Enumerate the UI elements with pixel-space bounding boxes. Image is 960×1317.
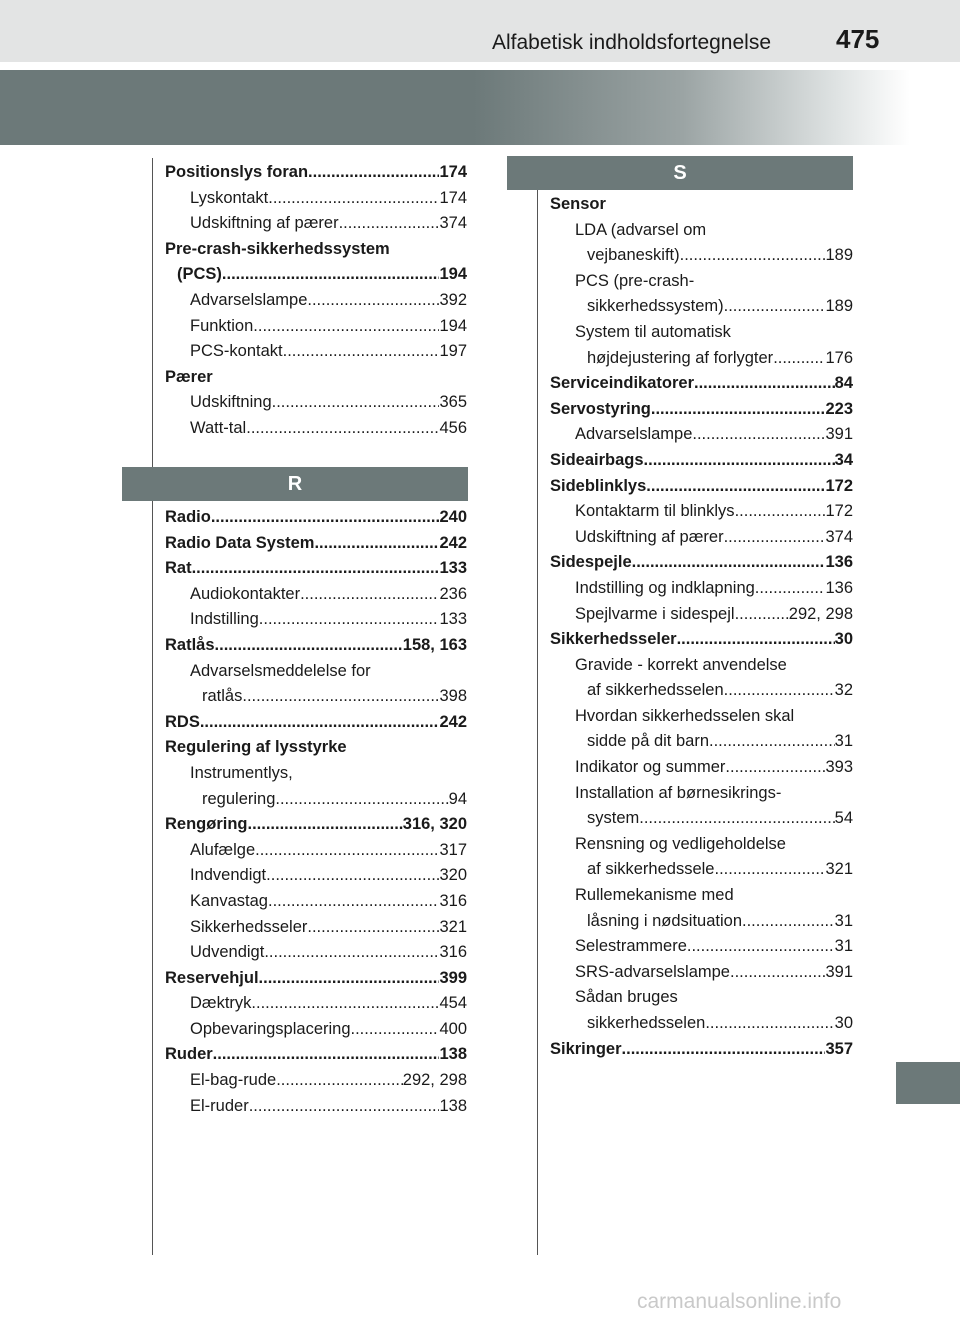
entry-text: Sensor <box>550 195 606 213</box>
entry-text: Udvendigt <box>190 943 265 962</box>
dot-leader <box>639 806 834 832</box>
entry-text: RDS <box>165 712 200 731</box>
entry-page-number: 84 <box>834 374 853 393</box>
dot-leader <box>644 448 835 474</box>
index-list-s <box>550 192 853 1062</box>
entry-page-number: 133 <box>439 559 467 578</box>
entry-page-number: 223 <box>825 399 853 418</box>
entry-text: El-ruder <box>190 1096 249 1115</box>
entry-page-number: 194 <box>439 316 467 335</box>
entry-text: Indikator og summer <box>575 758 726 777</box>
entry-text: af sikkerhedssele <box>587 860 715 879</box>
entry-page-number: 240 <box>439 508 467 526</box>
dot-leader <box>259 966 440 992</box>
index-entry <box>165 237 467 263</box>
index-entry <box>550 525 853 551</box>
index-entry <box>165 812 467 838</box>
dot-leader <box>213 1042 440 1068</box>
watermark: carmanualsonline.info <box>637 1290 842 1313</box>
entry-page-number: 136 <box>825 553 853 572</box>
entry-page-number: 176 <box>825 348 853 367</box>
index-entry <box>550 832 853 858</box>
index-entry <box>165 505 467 531</box>
dot-leader <box>735 602 789 628</box>
entry-text: ratlås <box>202 687 243 706</box>
dot-leader <box>308 160 439 186</box>
dot-leader <box>730 960 825 986</box>
dot-leader <box>646 474 825 500</box>
index-entry <box>165 1094 467 1120</box>
entry-page-number: 374 <box>439 214 467 233</box>
entry-text: Ratlås <box>165 635 215 654</box>
index-entry <box>550 985 853 1011</box>
dot-leader <box>222 262 440 288</box>
index-entry <box>165 787 467 813</box>
dot-leader <box>259 607 440 633</box>
entry-page-number: 392 <box>439 290 467 309</box>
entry-text: Rat <box>165 559 192 578</box>
entry-page-number: 174 <box>439 163 467 181</box>
entry-page-number: 30 <box>834 1014 853 1032</box>
entry-text: Udskiftning af pærer <box>575 527 724 546</box>
entry-text: Advarselslampe <box>575 425 693 444</box>
index-entry <box>165 582 467 608</box>
entry-text: Udskiftning af pærer <box>190 214 339 233</box>
dot-leader <box>272 390 440 416</box>
entry-text: Sådan bruges <box>575 988 678 1007</box>
index-entry <box>550 960 853 986</box>
right-section-s <box>507 156 853 190</box>
index-entry <box>550 474 853 500</box>
index-entry <box>165 390 467 416</box>
column-divider-right <box>537 190 538 1255</box>
entry-text: Spejlvarme i sidespejl <box>575 604 735 623</box>
index-entry <box>550 653 853 679</box>
index-entry <box>550 294 853 320</box>
index-entry <box>550 729 853 755</box>
entry-text: Sikkerhedsseler <box>550 630 677 649</box>
entry-page-number: 365 <box>439 393 467 412</box>
entry-page-number: 393 <box>825 758 853 777</box>
entry-page-number: 292, 298 <box>402 1071 467 1090</box>
dot-leader <box>249 1094 440 1120</box>
entry-page-number: 172 <box>825 502 853 521</box>
index-entry <box>165 915 467 941</box>
entry-text: vejbaneskift) <box>587 246 680 265</box>
entry-page-number: 94 <box>448 789 467 808</box>
entry-text: Udskiftning <box>190 393 272 412</box>
entry-text: Reservehjul <box>165 968 259 987</box>
dot-leader <box>773 346 825 372</box>
entry-text: Rensning og vedligeholdelse <box>575 834 786 853</box>
entry-page-number: 391 <box>825 425 853 444</box>
dot-leader <box>248 812 403 838</box>
page-title: Alfabetisk indholdsfortegnelse <box>492 31 772 54</box>
decorative-banner <box>0 70 910 145</box>
index-entry <box>165 735 467 761</box>
index-entry <box>165 863 467 889</box>
entry-text: regulering <box>202 789 276 808</box>
entry-page-number: 138 <box>439 1096 467 1115</box>
entry-text: Funktion <box>190 316 254 335</box>
chapter-tab <box>896 1062 960 1104</box>
dot-leader <box>268 186 439 212</box>
entry-text: Audiokontakter <box>190 584 301 603</box>
index-entry <box>550 192 853 218</box>
index-entry <box>165 1017 467 1043</box>
index-entry <box>550 857 853 883</box>
index-entry <box>550 934 853 960</box>
index-entry <box>550 602 853 628</box>
entry-text: af sikkerhedsselen <box>587 681 724 700</box>
dot-leader <box>724 525 826 551</box>
index-entry <box>550 755 853 781</box>
index-entry <box>165 966 467 992</box>
index-entry <box>550 781 853 807</box>
entry-page-number: 242 <box>439 712 467 731</box>
dot-leader <box>742 909 835 935</box>
entry-text: Advarselsmeddelelse for <box>190 661 371 680</box>
entry-text: Indstilling <box>190 610 259 629</box>
dot-leader <box>300 582 439 608</box>
dot-leader <box>307 915 439 941</box>
entry-text: Selestrammere <box>575 937 687 956</box>
entry-text: Instrumentlys, <box>190 763 293 782</box>
dot-leader <box>215 633 403 659</box>
index-entry <box>550 371 853 397</box>
left-section-r <box>122 467 468 501</box>
column-divider-left <box>152 158 153 1255</box>
index-entry <box>165 531 467 557</box>
index-entry <box>550 269 853 295</box>
dot-leader <box>314 531 439 557</box>
entry-page-number: 174 <box>439 188 467 207</box>
entry-page-number: 189 <box>825 297 853 316</box>
entry-page-number: 34 <box>834 450 853 469</box>
dot-leader <box>724 294 826 320</box>
entry-page-number: 321 <box>439 917 467 936</box>
index-list-p <box>165 160 467 442</box>
index-entry <box>550 627 853 653</box>
entry-page-number: 357 <box>825 1039 853 1058</box>
entry-page-number: 236 <box>439 584 467 603</box>
entry-text: Installation af børnesikrings- <box>575 783 782 802</box>
entry-page-number: 242 <box>439 533 467 552</box>
index-entry <box>550 1037 853 1063</box>
index-entry <box>165 339 467 365</box>
dot-leader <box>253 314 439 340</box>
index-entry <box>165 416 467 442</box>
entry-page-number: 400 <box>439 1019 467 1038</box>
entry-text: sidde på dit barn <box>587 732 710 751</box>
page-number: 475 <box>836 24 880 54</box>
index-entry <box>165 1068 467 1094</box>
entry-text: PCS (pre-crash- <box>575 271 695 290</box>
entry-text: sikkerhedsselen <box>587 1014 706 1032</box>
index-entry <box>550 243 853 269</box>
entry-page-number: 292, 298 <box>788 604 853 623</box>
entry-text: Radio Data System <box>165 533 315 552</box>
entry-text: PCS-kontakt <box>190 342 283 361</box>
index-entry <box>165 160 467 186</box>
entry-page-number: 32 <box>834 681 853 700</box>
entry-text: Kanvastag <box>190 891 268 910</box>
header-band <box>0 0 960 62</box>
entry-text: Rullemekanisme med <box>575 886 734 905</box>
entry-text: SRS-advarselslampe <box>575 962 730 981</box>
entry-text: Opbevaringsplacering <box>190 1019 351 1038</box>
entry-page-number: 391 <box>825 962 853 981</box>
dot-leader <box>192 556 440 582</box>
dot-leader <box>211 505 440 531</box>
entry-page-number: 456 <box>439 418 467 437</box>
entry-page-number: 172 <box>825 476 853 495</box>
entry-text: Gravide - korrekt anvendelse <box>575 655 787 674</box>
index-entry <box>165 1042 467 1068</box>
entry-text: Sideblinklys <box>550 476 647 495</box>
index-entry <box>550 320 853 346</box>
index-entry <box>550 806 853 832</box>
dot-leader <box>264 940 439 966</box>
entry-text: Hvordan sikkerhedsselen skal <box>575 706 795 725</box>
index-list-r <box>165 505 467 1119</box>
index-entry <box>165 607 467 633</box>
index-entry <box>550 499 853 525</box>
dot-leader <box>735 499 826 525</box>
entry-page-number: 31 <box>834 911 853 930</box>
index-entry <box>550 883 853 909</box>
index-entry <box>165 710 467 736</box>
dot-leader <box>755 576 826 602</box>
dot-leader <box>255 838 439 864</box>
entry-text: Watt-tal <box>190 418 247 437</box>
entry-page-number: 54 <box>834 809 853 828</box>
index-entry <box>165 288 467 314</box>
entry-text: Lyskontakt <box>190 188 269 207</box>
dot-leader <box>709 729 835 755</box>
entry-text: sikkerhedssystem) <box>587 297 724 316</box>
index-entry <box>550 1011 853 1037</box>
entry-page-number: 454 <box>439 994 467 1013</box>
entry-text: Indvendigt <box>190 866 267 885</box>
entry-text: Advarselslampe <box>190 290 308 309</box>
entry-page-number: 30 <box>834 630 853 649</box>
index-entry <box>550 218 853 244</box>
dot-leader <box>692 422 825 448</box>
entry-text: (PCS) <box>177 265 222 284</box>
index-entry <box>550 576 853 602</box>
index-entry <box>550 346 853 372</box>
dot-leader <box>307 288 439 314</box>
entry-text: El-bag-rude <box>190 1071 277 1090</box>
entry-text: Pærer <box>165 367 213 386</box>
entry-text: Pre-crash-sikkerhedssystem <box>165 239 390 258</box>
entry-text: Servostyring <box>550 399 651 418</box>
dot-leader <box>724 678 835 704</box>
dot-leader <box>351 1017 440 1043</box>
index-entry <box>550 704 853 730</box>
dot-leader <box>680 243 826 269</box>
entry-text: LDA (advarsel om <box>575 220 707 239</box>
entry-page-number: 316 <box>439 891 467 910</box>
entry-page-number: 189 <box>825 246 853 265</box>
index-entry <box>550 422 853 448</box>
dot-leader <box>251 991 439 1017</box>
index-entry <box>165 838 467 864</box>
entry-text: Alufælge <box>190 840 256 859</box>
entry-text: låsning i nødsituation <box>587 911 743 930</box>
entry-page-number: 317 <box>439 840 467 859</box>
entry-page-number: 398 <box>439 687 467 706</box>
index-entry <box>165 633 467 659</box>
entry-page-number: 194 <box>439 265 467 284</box>
index-entry <box>165 556 467 582</box>
dot-leader <box>339 211 440 237</box>
index-entry <box>165 314 467 340</box>
index-entry <box>165 889 467 915</box>
index-entry <box>165 365 467 391</box>
entry-text: Positionslys foran <box>165 163 309 181</box>
entry-page-number: 158, 163 <box>402 635 467 654</box>
entry-text: Serviceindikatorer <box>550 374 694 393</box>
entry-text: system <box>587 809 640 828</box>
dot-leader <box>266 863 439 889</box>
entry-page-number: 133 <box>439 610 467 629</box>
entry-text: System til automatisk <box>575 322 731 341</box>
entry-text: Regulering af lysstyrke <box>165 738 347 757</box>
s-column <box>550 192 853 1062</box>
entry-text: Indstilling og indklapning <box>575 578 755 597</box>
entry-text: Rengøring <box>165 815 248 834</box>
index-entry <box>165 211 467 237</box>
dot-leader <box>622 1037 826 1063</box>
entry-page-number: 31 <box>834 937 853 956</box>
entry-text: Dæktryk <box>190 994 252 1013</box>
entry-text: Ruder <box>165 1045 213 1064</box>
dot-leader <box>705 1011 834 1037</box>
entry-page-number: 374 <box>825 527 853 546</box>
entry-text: Radio <box>165 508 211 526</box>
entry-text: Sidespejle <box>550 553 632 572</box>
index-entry <box>165 761 467 787</box>
index-entry <box>165 262 467 288</box>
entry-text: Sideairbags <box>550 450 644 469</box>
entry-text: Sikkerhedsseler <box>190 917 308 936</box>
dot-leader <box>677 627 835 653</box>
index-entry <box>550 550 853 576</box>
dot-leader <box>687 934 835 960</box>
entry-page-number: 399 <box>439 968 467 987</box>
entry-page-number: 31 <box>834 732 853 751</box>
section-header-r: R <box>122 467 468 501</box>
dot-leader <box>242 684 439 710</box>
dot-leader <box>276 1068 403 1094</box>
entry-page-number: 197 <box>439 342 467 361</box>
dot-leader <box>268 889 439 915</box>
dot-leader <box>632 550 826 576</box>
dot-leader <box>694 371 835 397</box>
entry-text: Kontaktarm til blinklys <box>575 502 735 521</box>
entry-page-number: 320 <box>439 866 467 885</box>
entry-page-number: 138 <box>439 1045 467 1064</box>
left-column <box>165 160 467 442</box>
entry-page-number: 316, 320 <box>402 815 467 834</box>
index-entry <box>165 684 467 710</box>
section-header-s: S <box>507 156 853 190</box>
dot-leader <box>275 787 448 813</box>
dot-leader <box>651 397 826 423</box>
index-entry <box>165 659 467 685</box>
entry-page-number: 136 <box>825 578 853 597</box>
entry-text: Sikringer <box>550 1039 622 1058</box>
dot-leader <box>283 339 440 365</box>
dot-leader <box>714 857 825 883</box>
entry-text: højdejustering af forlygter <box>587 348 774 367</box>
index-entry <box>165 940 467 966</box>
dot-leader <box>200 710 440 736</box>
index-entry <box>550 909 853 935</box>
index-entry <box>550 397 853 423</box>
index-entry <box>550 448 853 474</box>
dot-leader <box>725 755 825 781</box>
index-entry <box>550 678 853 704</box>
index-entry <box>165 991 467 1017</box>
index-entry <box>165 186 467 212</box>
dot-leader <box>246 416 439 442</box>
r-column <box>165 505 467 1119</box>
entry-page-number: 316 <box>439 943 467 962</box>
entry-page-number: 321 <box>825 860 853 879</box>
